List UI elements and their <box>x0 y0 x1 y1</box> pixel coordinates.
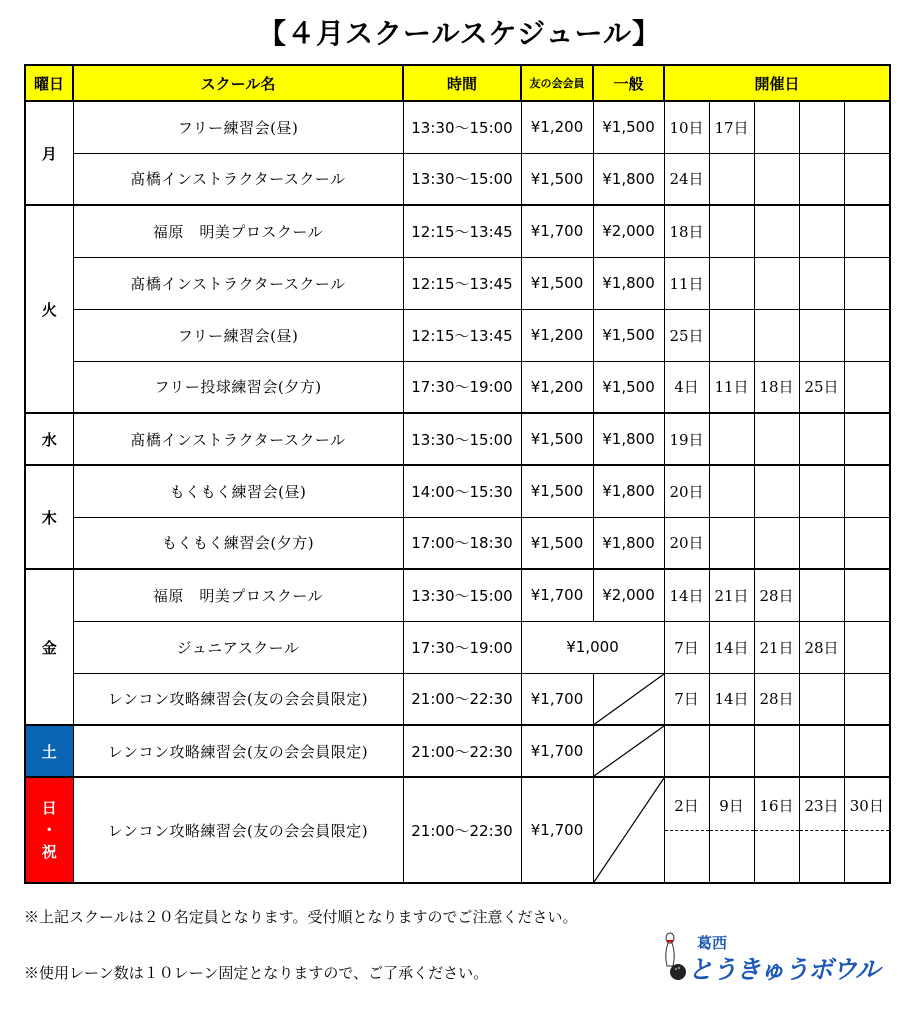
not-available-cell <box>593 725 664 777</box>
header-general-price: 一般 <box>593 65 664 101</box>
general-price: ¥1,800 <box>593 153 664 205</box>
course-time: 12:15～13:45 <box>403 257 521 309</box>
date-cell: 18日 <box>754 361 799 413</box>
date-cell <box>844 621 890 673</box>
date-cell <box>844 569 890 621</box>
date-cell <box>844 673 890 725</box>
general-price: ¥2,000 <box>593 569 664 621</box>
diagonal-slash-icon <box>594 778 664 882</box>
course-name: レンコン攻略練習会(友の会会員限定) <box>73 673 403 725</box>
member-price: ¥1,200 <box>521 309 593 361</box>
date-cell <box>844 153 890 205</box>
bowling-pin-icon <box>662 932 688 982</box>
course-name: 福原 明美プロスクール <box>73 569 403 621</box>
table-row <box>25 621 890 673</box>
table-row <box>25 413 890 465</box>
date-value: 16日 <box>755 778 799 831</box>
date-cell <box>754 465 799 517</box>
date-cell <box>709 777 754 883</box>
date-cell <box>709 413 754 465</box>
logo-subtitle: 葛西 <box>697 934 728 952</box>
date-cell <box>844 465 890 517</box>
date-cell <box>754 205 799 257</box>
date-cell: 11日 <box>664 257 709 309</box>
date-cell <box>844 309 890 361</box>
date-cell <box>844 517 890 569</box>
day-cell-wed: 水 <box>25 413 73 465</box>
course-time: 13:30～15:00 <box>403 101 521 153</box>
member-price: ¥1,700 <box>521 673 593 725</box>
header-member-price: 友の会会員 <box>521 65 593 101</box>
date-value: 30日 <box>845 778 890 831</box>
note-capacity: ※上記スクールは２０名定員となります。受付順となりますのでご注意ください。 <box>24 908 578 926</box>
date-cell <box>709 257 754 309</box>
date-cell <box>844 101 890 153</box>
date-cell: 21日 <box>754 621 799 673</box>
table-row <box>25 101 890 153</box>
table-row <box>25 153 890 205</box>
logo-name: とうきゅうボウル <box>688 955 880 984</box>
course-name: 髙橋インストラクタースクール <box>73 153 403 205</box>
date-cell <box>799 465 844 517</box>
table-row <box>25 569 890 621</box>
date-cell <box>709 309 754 361</box>
course-time: 13:30～15:00 <box>403 569 521 621</box>
course-name: もくもく練習会(夕方) <box>73 517 403 569</box>
general-price: ¥1,800 <box>593 413 664 465</box>
general-price: ¥1,500 <box>593 101 664 153</box>
date-value: 9日 <box>710 778 754 831</box>
date-cell: 28日 <box>799 621 844 673</box>
general-price: ¥1,500 <box>593 309 664 361</box>
day-cell-thu: 木 <box>25 465 73 569</box>
course-name: フリー練習会(昼) <box>73 101 403 153</box>
date-cell: 20日 <box>664 465 709 517</box>
date-cell <box>754 725 799 777</box>
date-cell <box>799 413 844 465</box>
course-name: 髙橋インストラクタースクール <box>73 413 403 465</box>
date-cell <box>799 309 844 361</box>
date-cell <box>709 465 754 517</box>
course-time: 21:00～22:30 <box>403 673 521 725</box>
course-name: ジュニアスクール <box>73 621 403 673</box>
date-cell: 18日 <box>664 205 709 257</box>
date-cell <box>844 413 890 465</box>
date-cell <box>664 725 709 777</box>
course-time: 12:15～13:45 <box>403 205 521 257</box>
date-cell <box>844 725 890 777</box>
course-time: 14:00～15:30 <box>403 465 521 517</box>
member-price: ¥1,500 <box>521 465 593 517</box>
date-cell <box>799 725 844 777</box>
date-cell: 24日 <box>664 153 709 205</box>
date-cell <box>709 725 754 777</box>
table-row <box>25 309 890 361</box>
date-cell <box>709 153 754 205</box>
course-time: 21:00～22:30 <box>403 777 521 883</box>
header-day: 曜日 <box>25 65 73 101</box>
day-cell-tue: 火 <box>25 205 73 413</box>
course-time: 12:15～13:45 <box>403 309 521 361</box>
day-cell-fri: 金 <box>25 569 73 725</box>
course-name: 福原 明美プロスクール <box>73 205 403 257</box>
date-cell: 7日 <box>664 673 709 725</box>
date-cell <box>799 777 844 883</box>
table-row <box>25 673 890 725</box>
date-cell: 25日 <box>664 309 709 361</box>
member-price: ¥1,700 <box>521 205 593 257</box>
date-cell <box>799 205 844 257</box>
day-cell-mon: 月 <box>25 101 73 205</box>
date-cell <box>844 361 890 413</box>
general-price: ¥1,800 <box>593 465 664 517</box>
date-cell: 28日 <box>754 673 799 725</box>
diagonal-slash-icon <box>594 726 664 776</box>
diagonal-slash-icon <box>594 674 664 725</box>
date-cell <box>754 309 799 361</box>
general-price: ¥1,800 <box>593 257 664 309</box>
date-cell: 28日 <box>754 569 799 621</box>
header-course: スクール名 <box>73 65 403 101</box>
course-time: 17:00～18:30 <box>403 517 521 569</box>
date-cell: 21日 <box>709 569 754 621</box>
course-time: 13:30～15:00 <box>403 413 521 465</box>
date-cell <box>799 569 844 621</box>
course-name: レンコン攻略練習会(友の会会員限定) <box>73 725 403 777</box>
table-row <box>25 517 890 569</box>
date-cell <box>754 257 799 309</box>
member-price: ¥1,500 <box>521 257 593 309</box>
table-row <box>25 725 890 777</box>
day-separator: ・ <box>41 821 57 839</box>
date-cell <box>754 153 799 205</box>
course-name: フリー投球練習会(夕方) <box>73 361 403 413</box>
not-available-cell <box>593 673 664 725</box>
date-cell <box>754 101 799 153</box>
date-cell: 4日 <box>664 361 709 413</box>
date-cell <box>754 517 799 569</box>
date-cell <box>709 205 754 257</box>
member-price: ¥1,200 <box>521 101 593 153</box>
date-cell <box>754 777 799 883</box>
member-price: ¥1,700 <box>521 725 593 777</box>
date-cell: 17日 <box>709 101 754 153</box>
member-price: ¥1,700 <box>521 777 593 883</box>
date-cell <box>799 673 844 725</box>
general-price: ¥1,800 <box>593 517 664 569</box>
date-cell: 25日 <box>799 361 844 413</box>
day-cell-sun-holiday <box>25 777 73 883</box>
table-row <box>25 257 890 309</box>
date-cell: 14日 <box>709 621 754 673</box>
general-price: ¥2,000 <box>593 205 664 257</box>
date-value: 2日 <box>665 778 709 831</box>
course-name: もくもく練習会(昼) <box>73 465 403 517</box>
date-cell <box>664 777 709 883</box>
course-time: 21:00～22:30 <box>403 725 521 777</box>
date-cell: 20日 <box>664 517 709 569</box>
schedule-table <box>24 64 891 884</box>
page-title: 【４月スクールスケジュール】 <box>258 17 661 50</box>
date-cell <box>844 205 890 257</box>
note-lanes: ※使用レーン数は１０レーン固定となりますので、ご了承ください。 <box>24 964 489 982</box>
member-price: ¥1,200 <box>521 361 593 413</box>
course-name: フリー練習会(昼) <box>73 309 403 361</box>
course-name: 髙橋インストラクタースクール <box>73 257 403 309</box>
logo <box>662 932 887 982</box>
date-cell <box>799 101 844 153</box>
day-cell-sat: 土 <box>25 725 73 777</box>
table-row <box>25 361 890 413</box>
date-cell <box>799 517 844 569</box>
date-cell: 11日 <box>709 361 754 413</box>
date-cell <box>754 413 799 465</box>
date-cell: 19日 <box>664 413 709 465</box>
header-time: 時間 <box>403 65 521 101</box>
general-price: ¥1,500 <box>593 361 664 413</box>
date-cell <box>799 257 844 309</box>
header-dates: 開催日 <box>664 65 890 101</box>
header-row <box>25 65 890 101</box>
member-price: ¥1,700 <box>521 569 593 621</box>
date-cell <box>844 257 890 309</box>
member-price: ¥1,500 <box>521 517 593 569</box>
date-cell: 14日 <box>709 673 754 725</box>
not-available-cell <box>593 777 664 883</box>
date-cell <box>709 517 754 569</box>
table-row <box>25 465 890 517</box>
table-row <box>25 205 890 257</box>
date-cell <box>844 777 890 883</box>
course-time: 17:30～19:00 <box>403 621 521 673</box>
date-value: 23日 <box>800 778 844 831</box>
member-price: ¥1,500 <box>521 153 593 205</box>
course-time: 13:30～15:00 <box>403 153 521 205</box>
date-cell: 7日 <box>664 621 709 673</box>
date-cell: 10日 <box>664 101 709 153</box>
combined-price: ¥1,000 <box>521 621 664 673</box>
member-price: ¥1,500 <box>521 413 593 465</box>
date-cell: 14日 <box>664 569 709 621</box>
day-label-holiday: 祝 <box>41 843 57 861</box>
table-row <box>25 777 890 883</box>
course-time: 17:30～19:00 <box>403 361 521 413</box>
date-cell <box>799 153 844 205</box>
day-label-sun: 日 <box>41 799 57 817</box>
course-name: レンコン攻略練習会(友の会会員限定) <box>73 777 403 883</box>
